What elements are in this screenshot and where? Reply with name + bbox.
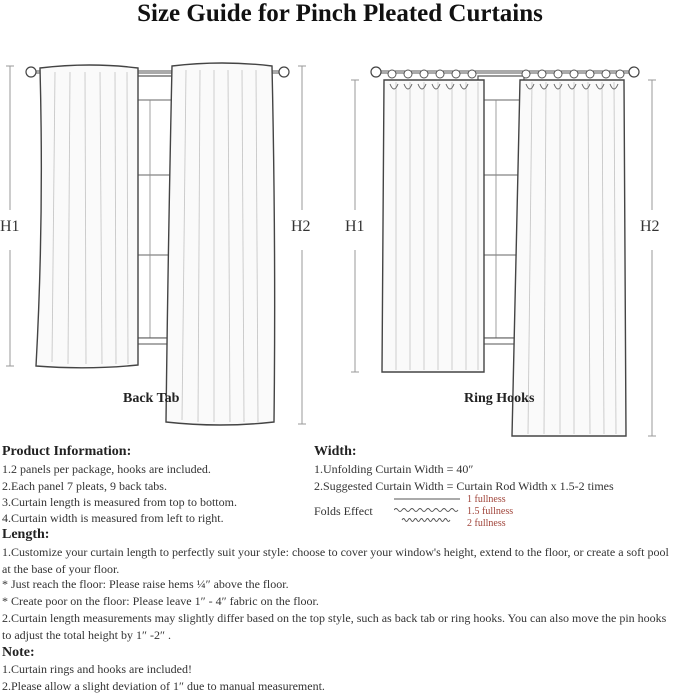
left-h2-label: H2: [291, 218, 311, 235]
note-heading: Note:: [2, 645, 35, 660]
right-h2-label: H2: [640, 218, 660, 235]
fullness-2: 2 fullness: [467, 518, 506, 529]
right-curtain-panel-1: [382, 80, 484, 372]
back-tab-diagram: [6, 63, 306, 425]
curtain-diagram: [0, 40, 680, 440]
width-heading: Width:: [314, 444, 357, 459]
fullness-1: 1 fullness: [467, 494, 506, 505]
product-line-1: 1.2 panels per package, hooks are included.: [2, 462, 211, 476]
length-heading: Length:: [2, 527, 50, 542]
width-line-2: 2.Suggested Curtain Width = Curtain Rod Width x 1.5-2 times: [314, 479, 614, 493]
product-line-2: 2.Each panel 7 pleats, 9 back tabs.: [2, 479, 167, 493]
note-line-1: 1.Curtain rings and hooks are included!: [2, 662, 192, 676]
left-h2-dimension: [298, 66, 306, 424]
product-line-3: 3.Curtain length is measured from top to bottom.: [2, 495, 237, 509]
right-h1-label: H1: [345, 218, 365, 235]
left-h1-dimension: [6, 66, 14, 366]
right-curtain-panel-2: [512, 80, 626, 436]
product-heading: Product Information:: [2, 444, 132, 459]
length-line-2: * Just reach the floor: Please raise hems ¼″ above the floor.: [2, 577, 289, 591]
product-line-4: 4.Curtain width is measured from left to right.: [2, 511, 224, 525]
folds-effect-swatches: [394, 494, 462, 524]
folds-effect-label: Folds Effect: [314, 504, 373, 518]
left-h1-label: H1: [0, 218, 20, 235]
left-curtain-panel-1: [36, 65, 138, 368]
length-line-4: 2.Curtain length measurements may slightly differ based on the top style, such as back tab or ring hooks. You can also move the pin hooks to adjust the total height by 1″ -2″ .: [2, 611, 667, 642]
ring-hooks-diagram: [351, 67, 656, 436]
right-h2-dimension: [648, 80, 656, 436]
length-line-1: 1.Customize your curtain length to perfectly suit your style: choose to cover your window's height, extend to the floor, or create a soft pool at the base of your floor.: [2, 545, 669, 576]
note-line-2: 2.Please allow a slight deviation of 1″ due to manual measurement.: [2, 679, 325, 693]
page-title: Size Guide for Pinch Pleated Curtains: [137, 0, 543, 27]
fullness-1-5: 1.5 fullness: [467, 506, 514, 517]
back-tab-caption: Back Tab: [123, 391, 180, 406]
ring-hooks-caption: Ring Hooks: [464, 391, 535, 406]
length-line-3: * Create poor on the floor: Please leave 1″ - 4″ fabric on the floor.: [2, 594, 319, 608]
width-line-1: 1.Unfolding Curtain Width = 40″: [314, 462, 474, 476]
